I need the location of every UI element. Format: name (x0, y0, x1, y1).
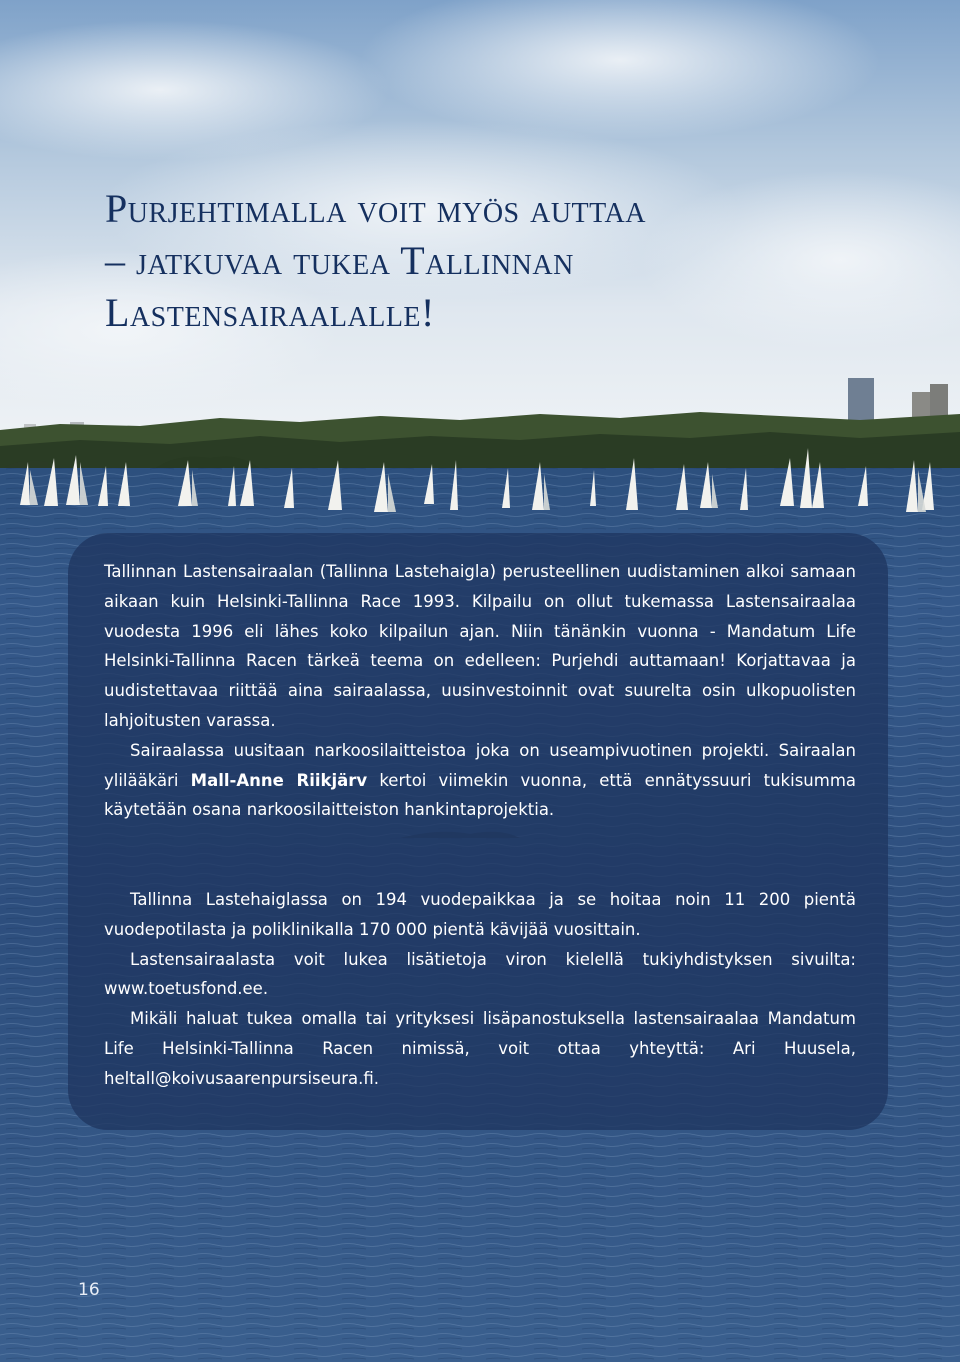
paragraph-5: Mikäli haluat tukea omalla tai yrityksesi lisäpanostuksella lastensairaalaa Mandatum Life Helsinki-Tallinna Racen nimissä, voit ottaa yhteyttä: Ari Huusela, heltall@koivusaarenpursiseura.fi. (104, 1009, 856, 1088)
paragraph-2 (104, 736, 856, 825)
page-number: 16 (78, 1280, 100, 1300)
paragraph-4: Lastensairaalasta voit lukea lisätietoja viron kielellä tukiyhdistyksen sivuilta: www.toetusfond.ee. (104, 949, 856, 999)
page-title (105, 183, 905, 339)
paragraph-2-start: Sairaalassa uusitaan narkoosilaitteistoa joka on useampivuotinen projekti. Sairaalan ylilääkäri (104, 740, 856, 790)
title-line-1: Purjehtimalla voit myös auttaa (105, 186, 646, 231)
article-block-2 (104, 885, 856, 1094)
title-line-3: Lastensairaalalle! (105, 290, 435, 335)
paragraph-2-end: kertoi viimekin vuonna, että ennätyssuuri tukisumma käytetään osana narkoosilaitteiston hankintaprojektia. (104, 770, 857, 820)
article-block-1 (104, 557, 856, 825)
paragraph-3: Tallinna Lastehaiglassa on 194 vuodepaikkaa ja se hoitaa noin 11 200 pientä vuodepotilasta ja poliklinikalla 170 000 pientä kävijää vuosittain. (104, 890, 856, 939)
person-name: Mall-Anne Riikjärv (190, 770, 368, 790)
title-line-2: – jatkuvaa tukea Tallinnan (105, 238, 574, 283)
paragraph-1: Tallinnan Lastensairaalan (Tallinna Lastehaigla) perusteellinen uudistaminen alkoi samaan aikaan kuin Helsinki-Tallinna Race 1993. Kilpailu on ollut tukemassa Lastensairaalaa vuodesta 1996 eli lähes koko kilpailun ajan. Niin tänänkin vuonna - Mandatum Life Helsinki-Tallinna Racen tärkeä teema on edelleen: Purjehdi auttamaan! Korjattavaa ja uudistettavaa riittää aina sairaalassa, uusinvestoinnit ovat suurelta osin ulkopuolisten lahjoitusten varassa. (104, 562, 856, 730)
